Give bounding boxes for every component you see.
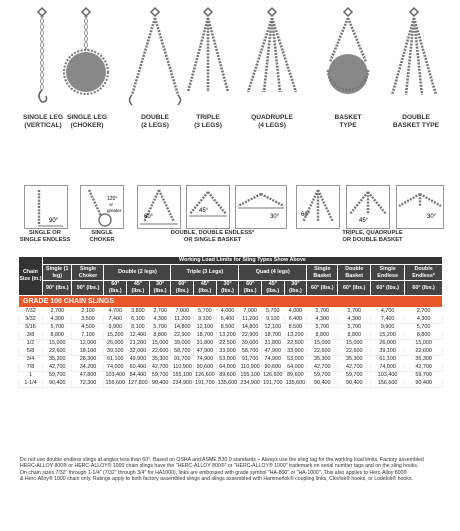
- sling-type-label: DOUBLE (2 LEGS): [141, 114, 169, 129]
- load-limit-cell: 6,400: [284, 316, 307, 324]
- load-limit-cell: 90,600: [194, 364, 217, 372]
- load-limit-cell: 22,600: [43, 348, 72, 356]
- load-limit-cell: 234,900: [172, 380, 193, 386]
- load-limit-cell: 8,500: [284, 324, 307, 332]
- load-limit-cell: 31,800: [194, 340, 217, 348]
- load-limit-cell: 90,600: [261, 364, 284, 372]
- angle-header: 45° (lbs.): [127, 281, 150, 296]
- svg-text:60°: 60°: [301, 212, 311, 218]
- sling-types-row: [0, 0, 460, 140]
- chain-size-cell: 7/8: [19, 364, 43, 372]
- load-limit-cell: 2,100: [72, 308, 104, 316]
- load-limit-cell: 90,400: [338, 380, 371, 388]
- load-limit-cell: 74,000: [371, 364, 405, 372]
- load-limit-cell: 53,000: [216, 356, 239, 364]
- svg-text:30°: 30°: [427, 214, 437, 220]
- svg-text:120°: 120°: [107, 196, 118, 202]
- load-limit-cell: 28,300: [72, 356, 104, 364]
- load-limit-cell: 74,900: [194, 356, 217, 364]
- load-limit-cell: 4,300: [307, 316, 338, 324]
- load-limit-cell: 9,900: [104, 324, 127, 332]
- sling-type-label: SINGLE LEG (VERTICAL): [23, 114, 63, 129]
- load-limit-cell: 12,400: [127, 332, 150, 340]
- angle-header: 45° (lbs.): [194, 281, 217, 296]
- table-row: [19, 356, 443, 364]
- footnote: [20, 457, 445, 483]
- load-limit-cell: 22,600: [149, 348, 171, 356]
- svg-text:45°: 45°: [359, 218, 369, 224]
- working-load-limits-table: [18, 256, 443, 388]
- load-limit-cell: 234,900: [240, 380, 260, 386]
- load-limit-cell: 22,600: [405, 348, 443, 356]
- load-limit-cell: 53,000: [284, 356, 307, 364]
- single-leg-choker-icon: [64, 8, 108, 94]
- chain-size-cell: 5/8: [19, 348, 43, 356]
- load-limit-cell: 35,300: [405, 356, 443, 364]
- column-group-header: Double Endless*: [405, 265, 443, 281]
- angle-label: SINGLE CHOKER: [89, 230, 115, 243]
- load-limit-cell: 7,400: [371, 316, 405, 324]
- table-row: [19, 348, 443, 356]
- table-row: [19, 380, 443, 388]
- load-limit-cell: 91,700: [239, 356, 262, 364]
- load-limit-cell: 15,000: [405, 340, 443, 348]
- angle-header: 30° (lbs.): [149, 281, 171, 296]
- load-limit-cell: 35,300: [338, 356, 371, 364]
- load-limit-cell: 12,000: [72, 340, 104, 348]
- load-limit-cell: 4,300: [405, 316, 443, 324]
- load-limit-cell: 5,700: [43, 324, 72, 332]
- load-limit-cell: 26,000: [371, 340, 405, 348]
- chain-size-cell: 3/8: [19, 332, 43, 340]
- load-limit-cell: 15,000: [149, 340, 171, 348]
- load-limit-cell: 34,200: [72, 364, 104, 372]
- chain-size-cell: 3/4: [19, 356, 43, 364]
- load-limit-cell: 74,000: [104, 364, 127, 372]
- load-limit-cell: 4,300: [43, 316, 72, 324]
- load-limit-cell: 33,900: [216, 348, 239, 356]
- load-limit-cell: 39,100: [371, 348, 405, 356]
- angle-header: 60° (lbs.): [171, 281, 194, 296]
- load-limit-cell: 103,400: [105, 372, 126, 378]
- load-limit-cell: 35,300: [307, 356, 338, 364]
- load-limit-cell: 8,100: [127, 324, 150, 332]
- load-limit-cell: 4,500: [72, 324, 104, 332]
- load-limit-cell: 42,700: [43, 364, 72, 372]
- load-limit-cell: 4,700: [371, 308, 405, 316]
- angle-label: SINGLE OR SINGLE ENDLESS: [19, 230, 71, 243]
- load-limit-cell: 13,200: [216, 332, 239, 340]
- load-limit-cell: 15,200: [371, 332, 405, 340]
- load-limit-cell: 39,100: [104, 348, 127, 356]
- load-limit-cell: 90,400: [149, 380, 171, 388]
- load-limit-cell: 64,000: [284, 364, 307, 372]
- angle-header: 90° (lbs.): [72, 281, 104, 296]
- sling-type-label: TRIPLE (3 LEGS): [194, 114, 222, 129]
- load-limit-cell: 5,700: [261, 308, 284, 316]
- double-basket-icon: [392, 8, 436, 95]
- column-group-header: Double (2 legs): [104, 265, 171, 281]
- load-limit-cell: 31,800: [261, 340, 284, 348]
- load-limit-cell: 84,400: [127, 372, 150, 380]
- load-limit-cell: 64,000: [216, 364, 239, 372]
- table-row: [19, 332, 443, 340]
- load-limit-cell: 22,600: [307, 348, 338, 356]
- load-limit-cell: 8,500: [216, 324, 239, 332]
- angle-header: 60° (lbs.): [307, 281, 338, 296]
- table-row: [19, 308, 443, 316]
- load-limit-cell: 110,900: [240, 364, 260, 370]
- table-row: [19, 316, 443, 324]
- load-limit-cell: 7,100: [72, 332, 104, 340]
- angle-header: 60° (lbs.): [338, 281, 371, 296]
- load-limit-cell: 126,600: [263, 372, 283, 378]
- load-limit-cell: 61,100: [104, 356, 127, 364]
- table-row: [19, 372, 443, 380]
- angle-60-box: [137, 185, 181, 229]
- angle-header: 60° (lbs.): [371, 281, 405, 296]
- load-limit-cell: 89,600: [216, 372, 239, 380]
- load-limit-cell: 89,600: [284, 372, 307, 380]
- column-group-header: Single Choker: [72, 265, 104, 281]
- load-limit-cell: 2,700: [405, 308, 443, 316]
- load-limit-cell: 9,900: [371, 324, 405, 332]
- sling-type-label: QUADRUPLE (4 LEGS): [251, 114, 293, 129]
- load-limit-cell: 90,400: [405, 380, 443, 388]
- load-limit-cell: 14,800: [239, 324, 262, 332]
- load-limit-cell: 26,000: [104, 340, 127, 348]
- sling-type-label: SINGLE LEG (CHOKER): [67, 114, 107, 129]
- load-limit-cell: 6,400: [216, 316, 239, 324]
- basket-type-icon: [328, 8, 368, 94]
- table-row: [19, 324, 443, 332]
- angle-label: TRIPLE, QUADRUPLE OR DOUBLE BASKET: [342, 230, 403, 243]
- load-limit-cell: 14,800: [171, 324, 194, 332]
- sling-type-label: DOUBLE BASKET TYPE: [392, 114, 440, 129]
- triple-legs-icon: [188, 8, 228, 92]
- triple-angle-30-box: [396, 185, 444, 229]
- load-limit-cell: 22,900: [171, 332, 194, 340]
- load-limit-cell: 59,700: [338, 372, 371, 380]
- chain-size-cell: 7/32: [19, 308, 43, 316]
- load-limit-cell: 90,400: [307, 380, 338, 388]
- load-limit-cell: 135,600: [217, 380, 238, 386]
- load-limit-cell: 18,700: [261, 332, 284, 340]
- load-limit-cell: 135,600: [285, 380, 306, 386]
- load-limit-cell: 6,100: [127, 316, 150, 324]
- angle-diagrams-row: [0, 185, 460, 245]
- load-limit-cell: 8,800: [149, 332, 171, 340]
- load-limit-cell: 59,700: [149, 372, 171, 380]
- load-limit-cell: 5,700: [338, 324, 371, 332]
- load-limit-cell: 8,800: [338, 332, 371, 340]
- load-limit-cell: 12,100: [261, 324, 284, 332]
- load-limit-cell: 191,700: [195, 380, 215, 386]
- svg-text:60°: 60°: [144, 214, 154, 220]
- load-limit-cell: 22,500: [284, 340, 307, 348]
- load-limit-cell: 22,600: [338, 348, 371, 356]
- load-limit-cell: 15,000: [43, 340, 72, 348]
- column-group-header: Double Basket: [338, 265, 371, 281]
- load-limit-cell: 49,900: [127, 356, 150, 364]
- svg-text:or: or: [109, 202, 114, 207]
- column-group-header: Triple (3 Legs): [171, 265, 239, 281]
- svg-text:30°: 30°: [270, 214, 280, 220]
- load-limit-cell: 2,700: [307, 308, 338, 316]
- load-limit-cell: 42,700: [307, 364, 338, 372]
- load-limit-cell: 4,300: [338, 316, 371, 324]
- load-limit-cell: 7,000: [171, 308, 194, 316]
- load-limit-cell: 39,000: [239, 340, 262, 348]
- load-limit-cell: 91,700: [171, 356, 194, 364]
- footnote-line: Do not use double endless slings at angles less than 60°. Based on OSHA and ASME B30.9 standards – Always use the sling tag for the working load limits. Factory assembled: [20, 457, 424, 463]
- table-title: Working Load Limits for Sling Types Show Above: [43, 257, 443, 265]
- load-limit-cell: 5,700: [307, 324, 338, 332]
- angle-header: 60° (lbs.): [239, 281, 262, 296]
- angle-header: 60° (lbs.): [104, 281, 127, 296]
- load-limit-cell: 42,700: [149, 364, 171, 372]
- load-limit-cell: 22,900: [239, 332, 262, 340]
- load-limit-cell: 155,100: [240, 372, 260, 378]
- quadruple-legs-icon: [248, 8, 296, 92]
- load-limit-cell: 59,700: [405, 372, 443, 380]
- load-limit-cell: 7,400: [104, 316, 127, 324]
- load-limit-cell: 22,500: [216, 340, 239, 348]
- load-limit-cell: 2,700: [338, 308, 371, 316]
- load-limit-cell: 11,200: [171, 316, 194, 324]
- angle-label: DOUBLE, DOUBLE ENDLESS* OR SINGLE BASKET: [170, 230, 255, 243]
- load-limit-cell: 12,100: [194, 324, 217, 332]
- load-limit-cell: 90,400: [43, 380, 72, 388]
- load-limit-cell: 3,800: [127, 308, 150, 316]
- load-limit-cell: 39,000: [171, 340, 194, 348]
- load-limit-cell: 35,300: [43, 356, 72, 364]
- chain-size-cell: 1-1/4: [19, 380, 43, 388]
- column-group-header: Single (1 leg): [43, 265, 72, 281]
- triple-angle-45-box: [346, 185, 390, 229]
- svg-text:90°: 90°: [49, 218, 59, 224]
- load-limit-cell: 4,700: [104, 308, 127, 316]
- chain-size-cell: 5/16: [19, 324, 43, 332]
- chain-size-cell: 1/2: [19, 340, 43, 348]
- angle-header: 30° (lbs.): [216, 281, 239, 296]
- load-limit-cell: 8,800: [405, 332, 443, 340]
- footnote-line: HERC-ALLOY 800® or HERC-ALLOY® 1000 chain slings have the "HERC-ALLOY 800®" or "HERC-ALLOY® 1000" trademark on serial number tags and on the sling hooks.: [20, 463, 419, 470]
- single-angle-icon: [25, 186, 67, 228]
- load-limit-cell: 110,900: [172, 364, 192, 370]
- angle-header: 45° (lbs.): [261, 281, 284, 296]
- angle-header: 60° (lbs.): [405, 281, 443, 296]
- chain-size-cell: 1: [19, 372, 43, 380]
- column-group-header: Quad (4 legs): [239, 265, 307, 281]
- load-limit-cell: 61,100: [371, 356, 405, 364]
- load-limit-cell: 15,000: [338, 340, 371, 348]
- load-limit-cell: 11,200: [239, 316, 262, 324]
- load-limit-cell: 33,900: [284, 348, 307, 356]
- load-limit-cell: 9,100: [261, 316, 284, 324]
- load-limit-cell: 42,700: [338, 364, 371, 372]
- load-limit-cell: 5,700: [149, 324, 171, 332]
- load-limit-cell: 35,300: [149, 356, 171, 364]
- angle-header: 90° (lbs.): [43, 281, 72, 296]
- choker-angle-box: [80, 185, 124, 229]
- grade-label: GRADE 100 CHAIN SLINGS: [19, 296, 443, 308]
- single-leg-vertical-icon: [38, 8, 47, 102]
- load-limit-cell: 59,700: [43, 372, 72, 380]
- load-limit-cell: 15,000: [307, 340, 338, 348]
- svg-text:45°: 45°: [199, 208, 209, 214]
- load-limit-cell: 59,700: [307, 372, 338, 380]
- load-limit-cell: 18,700: [194, 332, 217, 340]
- sling-type-label: BASKET TYPE: [334, 114, 362, 129]
- load-limit-cell: 47,900: [194, 348, 217, 356]
- load-limit-cell: 8,800: [307, 332, 338, 340]
- load-limit-cell: 2,700: [43, 308, 72, 316]
- load-limit-cell: 7,000: [239, 308, 262, 316]
- chain-size-header: Chain Size (in.): [19, 257, 43, 296]
- footnote-line: On chain sizes 7/32" through 1-1/4" (7/32" through 3/4" for HA1000), links are embossed with grade symbol "HA-800" or "HA-1000". This also applies to Herc-Alloy 800®: [20, 469, 408, 476]
- load-limit-cell: 5,700: [405, 324, 443, 332]
- load-limit-cell: 9,100: [194, 316, 217, 324]
- angle-30-box: [235, 185, 287, 229]
- load-limit-cell: 4,300: [149, 316, 171, 324]
- table-row: [19, 340, 443, 348]
- load-limit-cell: 15,200: [104, 332, 127, 340]
- sling-illustrations: [0, 0, 460, 110]
- load-limit-cell: 58,700: [239, 348, 262, 356]
- load-limit-cell: 42,700: [405, 364, 443, 372]
- load-limit-cell: 3,500: [72, 316, 104, 324]
- load-limit-cell: 126,600: [195, 372, 215, 378]
- load-limit-cell: 191,700: [263, 380, 283, 386]
- load-limit-cell: 47,900: [261, 348, 284, 356]
- load-limit-cell: 103,400: [371, 372, 405, 380]
- load-limit-cell: 8,800: [43, 332, 72, 340]
- single-angle-box: [24, 185, 68, 229]
- choker-angle-icon: [81, 186, 123, 228]
- load-limit-cell: 32,000: [127, 348, 150, 356]
- load-limit-cell: 58,700: [171, 348, 194, 356]
- load-limit-cell: 47,800: [72, 372, 104, 380]
- table-row: [19, 364, 443, 372]
- triple-angle-60-box: [296, 185, 340, 229]
- chain-size-cell: 9/32: [19, 316, 43, 324]
- load-limit-cell: 60,400: [127, 364, 150, 372]
- load-limit-cell: 155,100: [172, 372, 193, 378]
- load-limit-cell: 74,900: [261, 356, 284, 364]
- column-group-header: Single Basket: [307, 265, 338, 281]
- angle-45-box: [186, 185, 230, 229]
- load-limit-cell: 4,000: [216, 308, 239, 316]
- load-limit-cell: 18,100: [72, 348, 104, 356]
- angle-header: 30° (lbs.): [284, 281, 307, 296]
- double-legs-icon: [130, 8, 181, 105]
- load-limit-cell: 156,600: [371, 380, 405, 388]
- load-limit-cell: 5,700: [194, 308, 217, 316]
- column-group-header: Single Endless: [371, 265, 405, 281]
- load-limit-cell: 127,800: [128, 380, 148, 386]
- svg-text:greater: greater: [107, 208, 122, 213]
- footnote-line: & Herc-Alloy® 1000 chain only. Ratings apply to both factory assembled slings and slings assembled with Hammerlok® coupling links, Clevlok® hooks, or Lodelok® hooks.: [20, 476, 413, 483]
- load-limit-cell: 72,300: [72, 380, 104, 388]
- load-limit-cell: 2,700: [149, 308, 171, 316]
- load-limit-cell: 4,000: [284, 308, 307, 316]
- load-limit-cell: 156,600: [105, 380, 126, 386]
- load-limit-cell: 13,200: [284, 332, 307, 340]
- load-limit-cell: 21,200: [127, 340, 150, 348]
